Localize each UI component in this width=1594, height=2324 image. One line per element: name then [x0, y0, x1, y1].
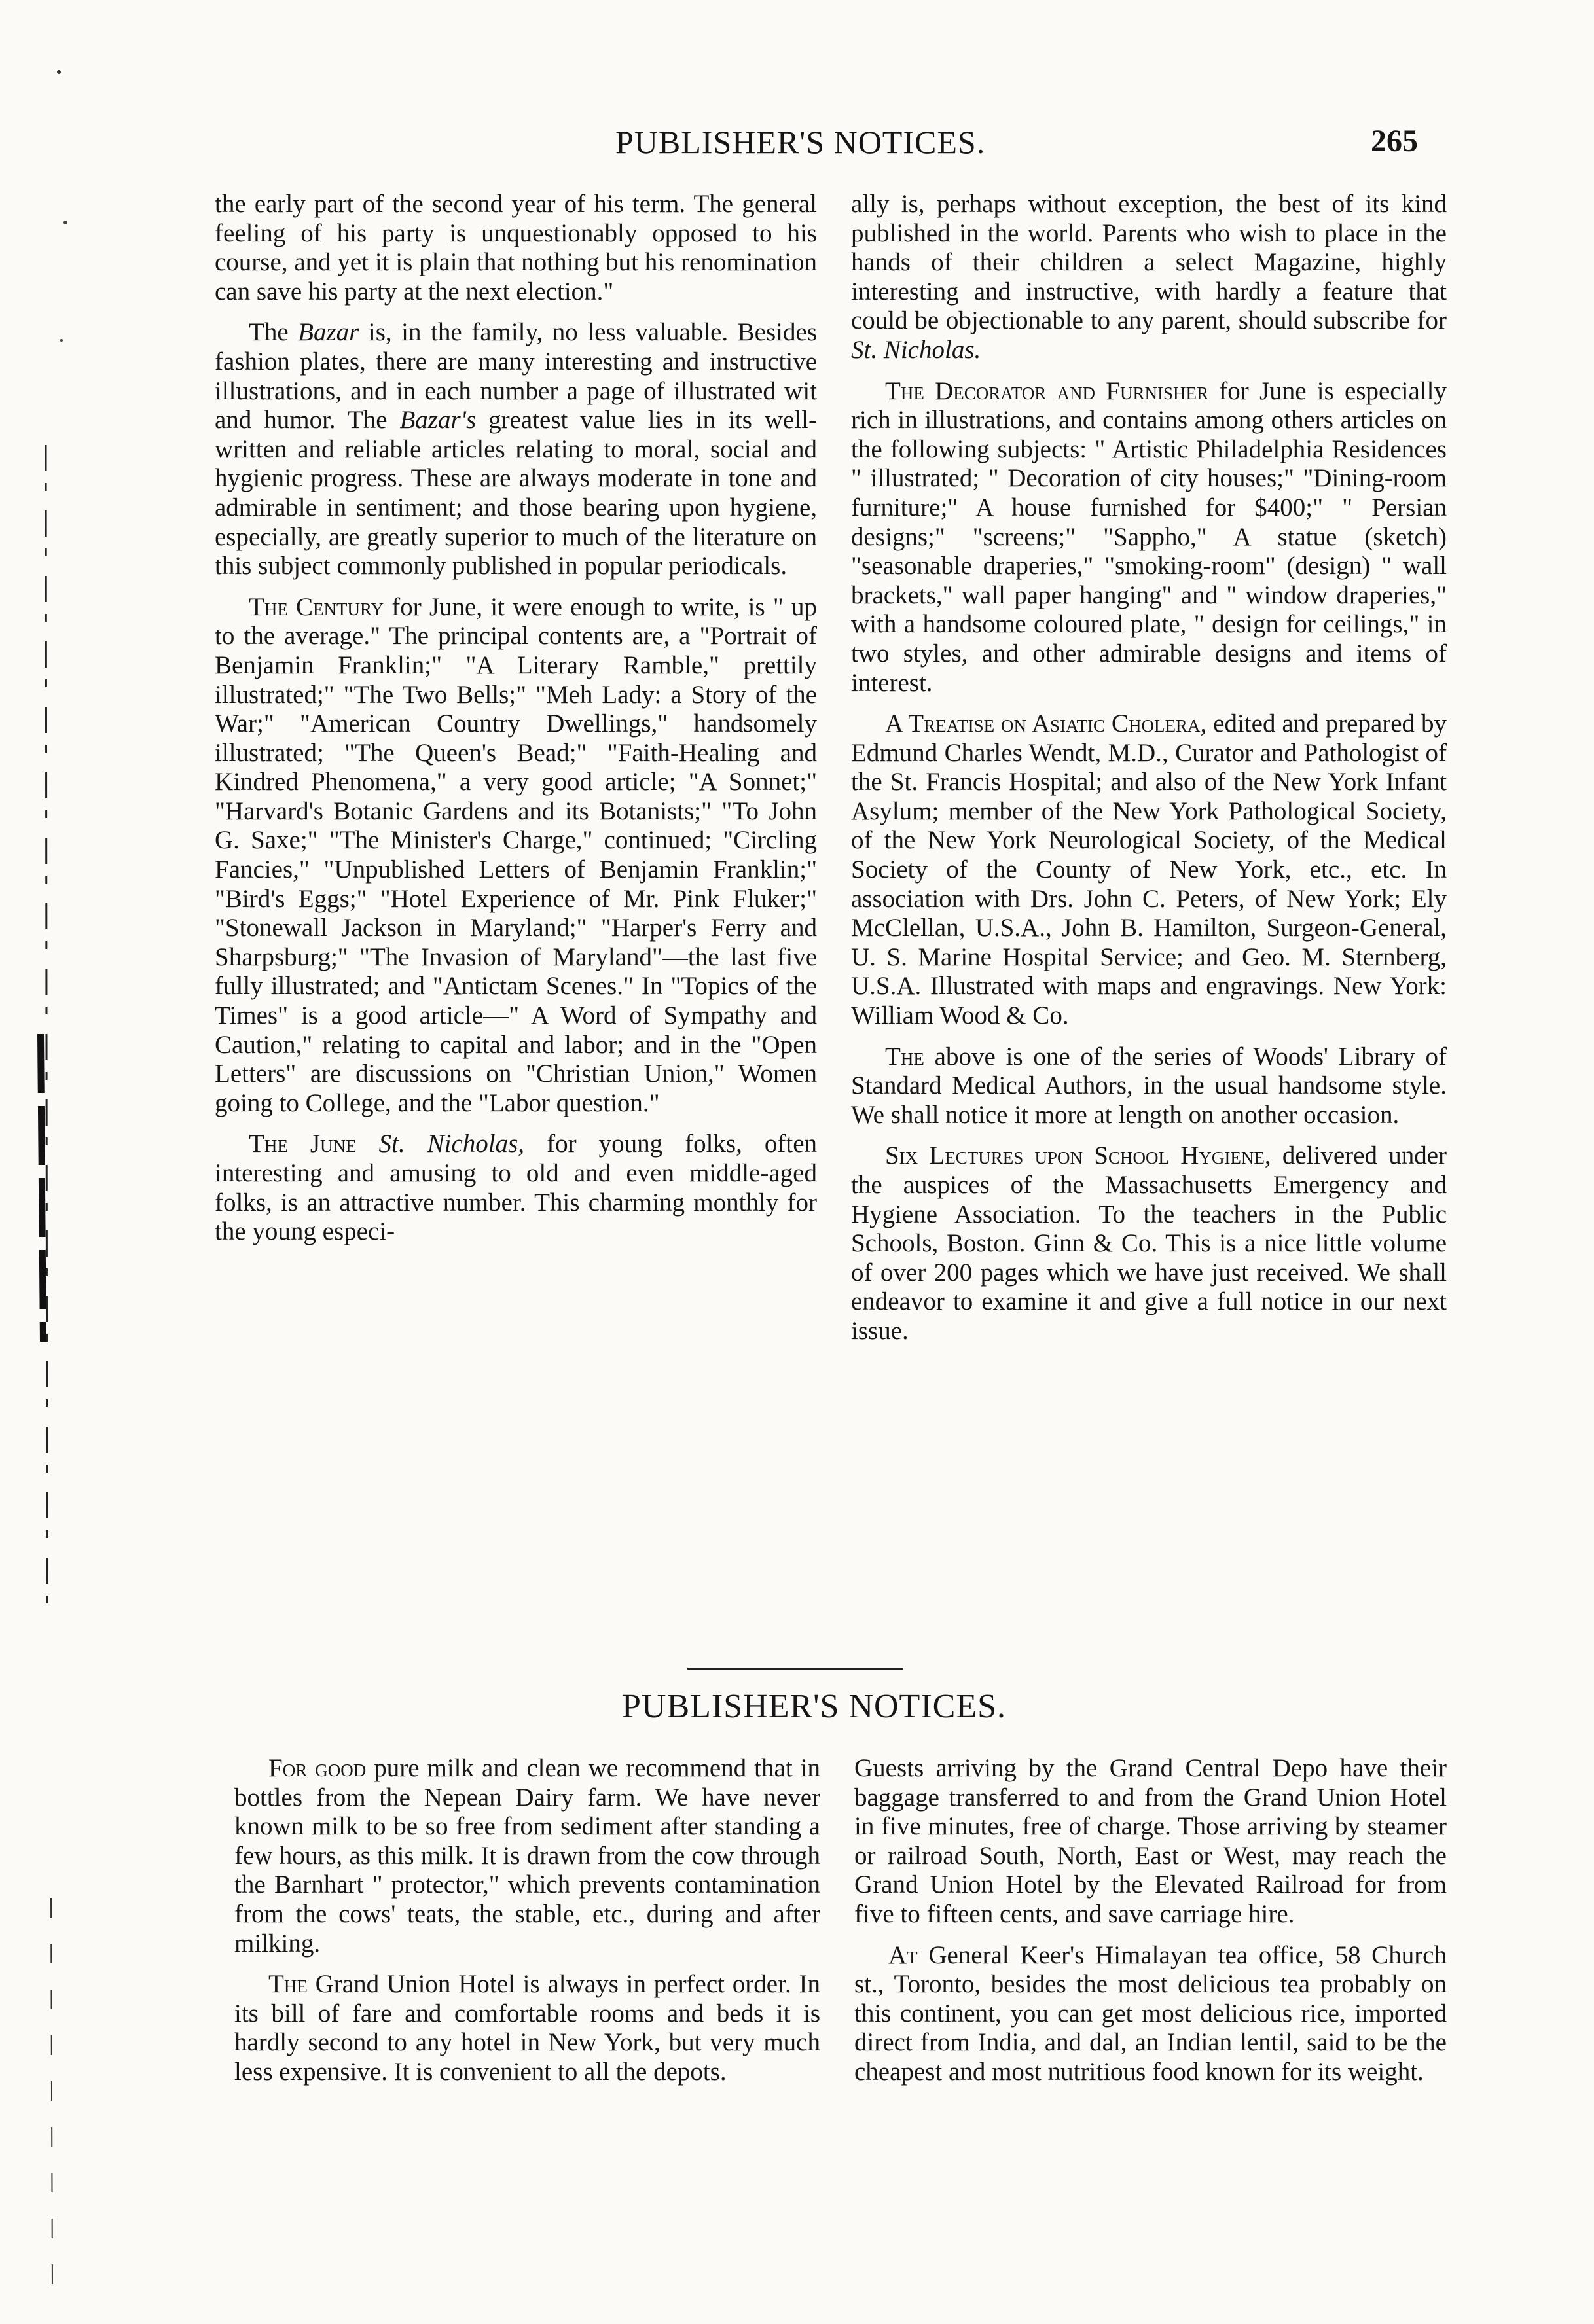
- paragraph-century: The Century for June, it were enough to write, is " up to the average." The principal contents are, a "Portrait of Benjamin Franklin;" "A Literary Ramble," prettily illustrated;" "The Two Bells;" "Meh Lady: a Story of the War;" "American Country Dwellings," handsomely illustrated; "The Queen's Bead;" "Faith-Healing and Kindred Phenomena," a very good article; "A Sonnet;" "Harvard's Botanic Gardens and its Botanists;" "To John G. Saxe;" "The Minister's Charge," continued; "Circling Fancies," "Unpublished Letters of Benjamin Franklin;" "Bird's Eggs;" "Hotel Experience of Mr. Pink Fluker;" "Stonewall Jackson in Maryland;" "Harper's Ferry and Sharpsburg;" "The Invasion of Maryland"—the last five fully illustrated; and "Antictam Scenes." In "Topics of the Times" is a good article—" A Word of Sympathy and Caution," relating to capital and labor; and in the "Open Letters" are discussions on "Christian Union," Women going to College, and the "Labor question.": [215, 592, 817, 1117]
- section-divider: [687, 1668, 903, 1670]
- bottom-right-column: [854, 1754, 1447, 2099]
- paragraph-st-nicholas-continued: ally is, perhaps without exception, the best of its kind published in the world. Parents who wish to place in the hands of their children a select Magazine, highly interesting and instructive, with hardly a feature that could be objectionable to any parent, should subscribe for St. Nicholas.: [851, 190, 1447, 364]
- paragraph-grand-union-hotel: The Grand Union Hotel is always in perfect order. In its bill of fare and comfortable rooms and beds it is hardly second to any hotel in New York, but very much less expensive. It is convenient to all the depots.: [234, 1970, 820, 2086]
- top-left-column: [215, 190, 817, 1259]
- paragraph-st-nicholas: The June St. Nicholas, for young folks, often interesting and amusing to old and even middle-aged folks, is an attractive number. This charming monthly for the young especi-: [215, 1130, 818, 1246]
- section-title: PUBLISHER'S NOTICES.: [622, 1688, 1006, 1725]
- paragraph-cholera-treatise: A Treatise on Asiatic Cholera, edited and prepared by Edmund Charles Wendt, M.D., Curator and Pathologist of the St. Francis Hospital; and also of the New York Infant Asylum; member of the New York Pathological Society, of the New York Neurological Society, of the Medical Society of the County of New York, etc., etc. In association with Drs. John C. Peters, of New York; Ely McClellan, U.S.A., John B. Hamilton, Surgeon-General, U. S. Marine Hospital Service; and Geo. M. Sternberg, U.S.A. Illustrated with maps and engravings. New York: William Wood & Co.: [851, 709, 1447, 1030]
- paragraph-bazar: The Bazar is, in the family, no less valuable. Besides fashion plates, there are many interesting and instructive illustrations, and in each number a page of illustrated wit and humor. The Bazar's greatest value lies in its well-written and reliable articles relating to moral, social and hygienic progress. These are always moderate in tone and admirable in sentiment; and those bearing upon hygiene, especially, are greatly superior to much of the literature on this subject commonly published in popular periodicals.: [215, 318, 817, 581]
- paragraph-woods-library: The above is one of the series of Woods' Library of Standard Medical Authors, in the usual handsome style. We shall notice it more at length on another occasion.: [851, 1042, 1447, 1129]
- paragraph-school-hygiene: Six Lectures upon School Hygiene, delivered under the auspices of the Massachusetts Emergency and Hygiene Association. To the teachers in the Public Schools, Boston. Ginn & Co. This is a nice little volume of over 200 pages which we have just received. We shall endeavor to examine it and give a full notice in our next issue.: [851, 1141, 1447, 1345]
- paragraph-dairy-milk: For good pure milk and clean we recommend that in bottles from the Nepean Dairy farm. We have never known milk to be so free from sediment after standing a few hours, as this milk. It is drawn from the cow through the Barnhart " protector," which prevents contamination from the cows' teats, the stable, etc., during and after milking.: [234, 1754, 820, 1958]
- bottom-left-column: [234, 1754, 820, 2099]
- paragraph-decorator-furnisher: The Decorator and Furnisher for June is especially rich in illustrations, and contains among others articles on the following subjects: " Artistic Philadelphia Residences " illustrated; " Decoration of city houses;" "Dining-room furniture;" A house furnished for $400;" " Persian designs;" "screens;" "Sappho," A statue (sketch) "seasonable draperies," "smoking-room" (design) " wall brackets," wall paper hanging" and " window draperies," with a handsome coloured plate, " design for ceilings," in two styles, and other admirable designs and items of interest.: [851, 376, 1447, 697]
- top-right-column: [851, 190, 1447, 1358]
- page-number: 265: [1371, 124, 1418, 158]
- paragraph-hotel-guests: Guests arriving by the Grand Central Depo have their baggage transferred to and from the Grand Union Hotel in five minutes, free of charge. Those arriving by steamer or railroad South, North, East or West, may reach the Grand Union Hotel by the Elevated Railroad for from five to fifteen cents, and save carriage hire.: [854, 1754, 1447, 1928]
- paragraph-continued: the early part of the second year of his term. The general feeling of his party is unquestionably opposed to his course, and yet it is plain that nothing but his renomination can save his party at the next election.": [215, 190, 817, 306]
- scan-margin-artifacts: [0, 0, 118, 2324]
- running-head-title: PUBLISHER'S NOTICES.: [615, 124, 986, 160]
- paragraph-tea-office: At General Keer's Himalayan tea office, 58 Church st., Toronto, besides the most delicious tea probably on this continent, you can get most delicious rice, imported direct from India, and dal, an Indian lentil, said to be the cheapest and most nutritious food known for its weight.: [854, 1940, 1447, 2086]
